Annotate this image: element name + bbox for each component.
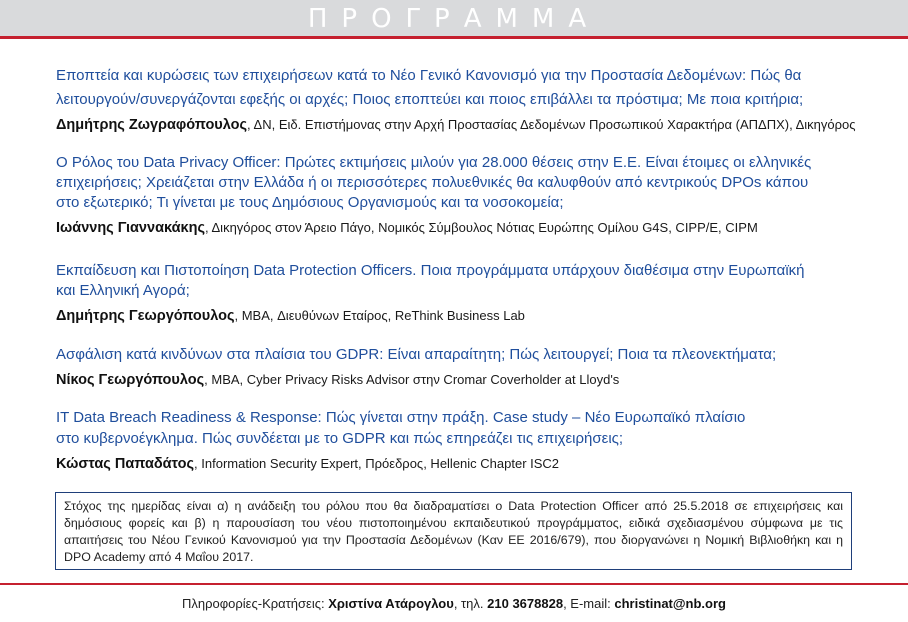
speaker — [56, 305, 856, 327]
speaker — [56, 369, 856, 391]
session-title: Εκπαίδευση και Πιστοποίηση Data Protection Officers. Ποια προγράμματα υπάρχουν διαθέσιμα στην Ευρωπαϊκή και Ελληνική Αγορά; — [56, 262, 805, 299]
speaker — [56, 453, 856, 475]
session-4 — [56, 343, 856, 391]
session-3 — [56, 261, 856, 327]
footer-label: Πληροφορίες-Κρατήσεις: — [182, 596, 329, 611]
session-5 — [56, 407, 856, 475]
speaker-info: , Information Security Expert, Πρόεδρος, Hellenic Chapter ISC2 — [194, 456, 560, 471]
event-goal-text: Στόχος της ημερίδας είναι α) η ανάδειξη του ρόλου που θα διαδραματίσει ο Data Protection Officer από 25.5.2018 σε επιχειρήσεις και δημόσιους φορείς και β) η παρουσίαση του νέου πιστοποιημένου εκπαιδευτικού προγράμματος, ειδικά σχεδιασμένου σύμφωνα με τις απαιτήσεις του Νέου Γενικού Κανονισμού για την Προστασία Δεδομένων (Καν ΕΕ 2016/679), που διοργανώνει η Νομική Βιβλιοθήκη και η DPO Academy από 4 Μαΐου 2017. — [64, 499, 843, 564]
contact-name: Χριστίνα Ατάρογλου — [328, 596, 454, 611]
speaker-name: Δημήτρης Γεωργόπουλος — [56, 308, 235, 324]
speaker-name: Ιωάννης Γιαννακάκης — [56, 220, 205, 236]
speaker-info: , MBA, Cyber Privacy Risks Advisor στην Cromar Coverholder at Lloyd's — [204, 372, 620, 387]
speaker-info: , ΔΝ, Ειδ. Επιστήμονας στην Αρχή Προστασίας Δεδομένων Προσωπικού Χαρακτήρα (ΑΠΔΠΧ), Δικηγόρος — [247, 117, 856, 132]
session-title: Ο Ρόλος του Data Privacy Officer: Πρώτες εκτιμήσεις μιλούν για 28.000 θέσεις στην Ε.Ε. Είναι έτοιμες οι ελληνικές επιχειρήσεις; Χρειάζεται στην Ελλάδα ή οι περισσότερες πολυεθνικές θα καλυφθούν από κεντρικούς DPOs κάπου στο εξωτερικό; Τι γίνεται με τους Δημόσιους Οργανισμούς και τα νοσοκομεία; — [56, 154, 812, 211]
event-goal-box — [55, 492, 852, 570]
header-banner — [0, 0, 908, 39]
session-2 — [56, 153, 856, 239]
speaker-info: , Δικηγόρος στον Άρειο Πάγο, Νομικός Σύμβουλος Νότιας Ευρώπης Ομίλου G4S, CIPP/E, CIPM — [204, 220, 758, 235]
session-title: IT Data Breach Readiness & Response: Πώς γίνεται στην πράξη. Case study – Νέο Ευρωπαϊκό πλαίσιο στο κυβερνοέγκλημα. Πώς συνδέεται με το GDPR και πώς επηρεάζει τις επιχειρήσεις; — [56, 409, 746, 447]
footer-divider — [0, 583, 908, 585]
footer-contact — [0, 596, 908, 611]
contact-phone: 210 3678828 — [487, 596, 564, 611]
session-title: Εποπτεία και κυρώσεις των επιχειρήσεων κατά το Νέο Γενικό Κανονισμό για την Προστασία Δεδομένων: Πώς θα λειτουργούν/συνεργάζονται εφεξής οι αρχές; Ποιος εποπτεύει και ποιος επιβάλλει τα πρόστιμα; Με ποια κριτήρια; — [56, 67, 804, 108]
speaker — [56, 217, 856, 239]
session-title: Ασφάλιση κατά κινδύνων στα πλαίσια του GDPR: Είναι απαραίτητη; Πώς λειτουργεί; Ποια τα πλεονεκτήματα; — [56, 346, 777, 363]
email-label: , E-mail: — [563, 596, 615, 611]
program-title: ΠΡΟΓΡΑΜΜΑ — [307, 4, 601, 34]
session-1 — [56, 64, 856, 136]
phone-label: , τηλ. — [453, 596, 488, 611]
speaker — [56, 114, 856, 136]
speaker-name: Δημήτρης Ζωγραφόπουλος — [56, 117, 248, 133]
speaker-name: Κώστας Παπαδάτος — [56, 456, 195, 472]
speaker-info: , MBA, Διευθύνων Εταίρος, ReThink Business Lab — [234, 308, 525, 323]
speaker-name: Νίκος Γεωργόπουλος — [56, 372, 205, 388]
contact-email[interactable]: christinat@nb.org — [614, 596, 726, 611]
